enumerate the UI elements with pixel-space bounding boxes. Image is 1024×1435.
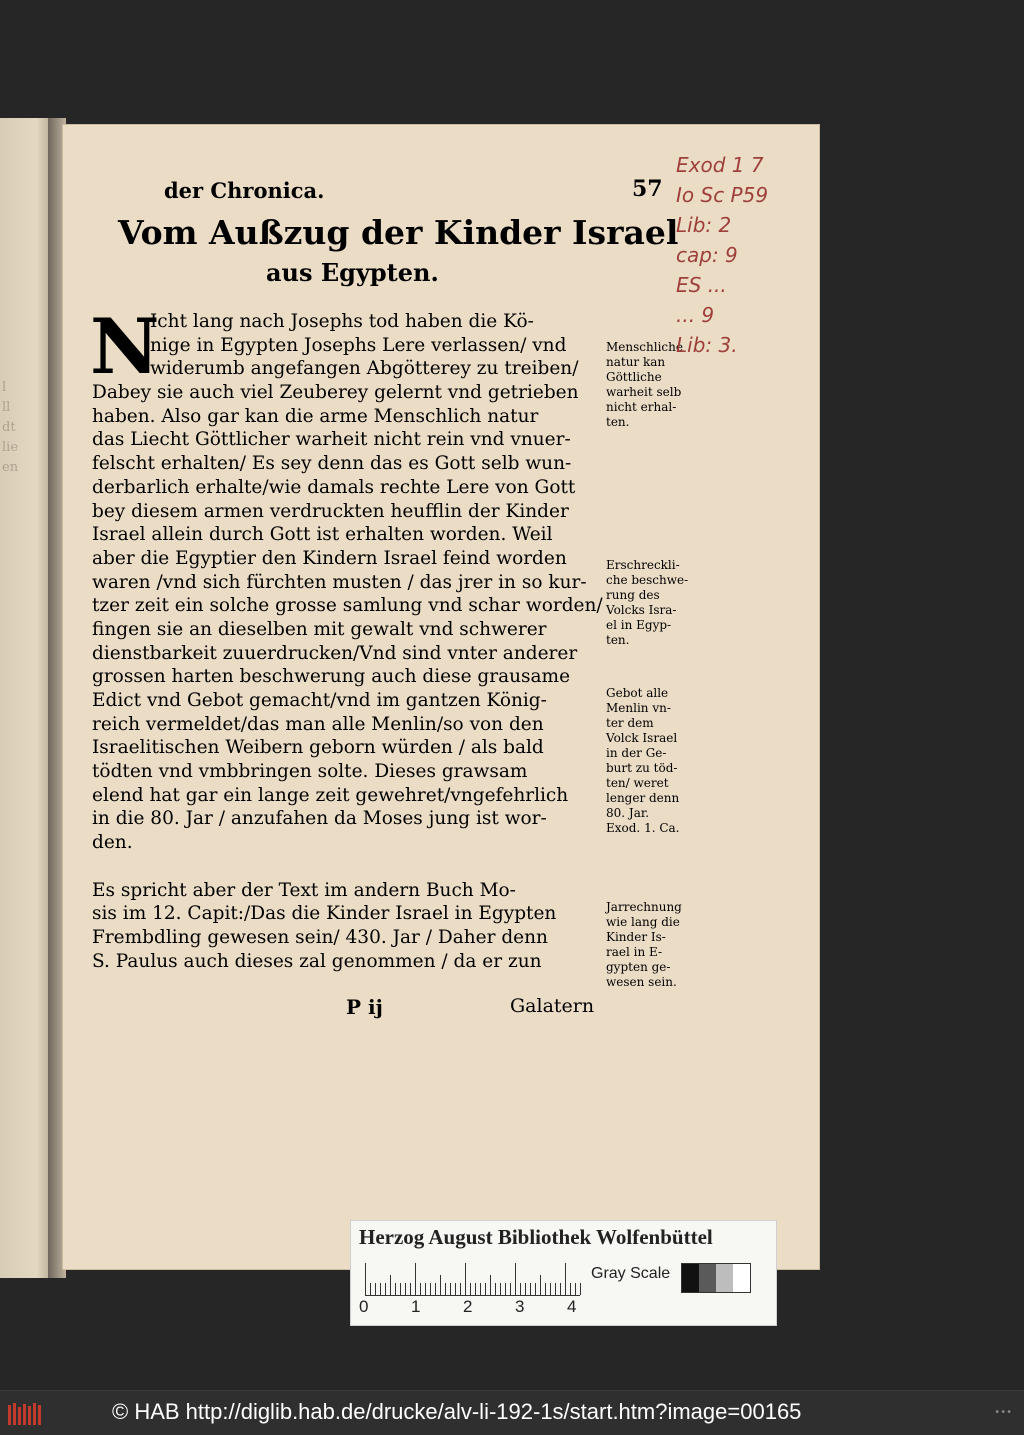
- chapter-subtitle: aus Egypten.: [266, 258, 439, 287]
- ruler-tick: [515, 1263, 516, 1295]
- signature-mark: P ij: [346, 995, 383, 1019]
- body-line: den.: [92, 832, 133, 854]
- gray-swatch: [733, 1264, 750, 1292]
- body-line: Icht lang nach Josephs tod haben die Kö-: [150, 311, 534, 332]
- body-line: elend hat gar ein lange zeit gewehret/vngefehrlich: [92, 784, 569, 806]
- body-text: [90, 302, 603, 973]
- margin-note-line: Kinder Is-: [606, 930, 666, 944]
- ruler-tick: [505, 1283, 506, 1295]
- ruler-tick: [410, 1283, 411, 1295]
- ruler-number: 3: [515, 1297, 525, 1316]
- ruler-tick: [580, 1283, 581, 1295]
- ruler-tick: [390, 1275, 391, 1295]
- body-line: Edict vnd Gebot gemacht/vnd im gantzen König-: [92, 690, 547, 711]
- ruler-tick: [440, 1275, 441, 1295]
- ruler-tick: [460, 1283, 461, 1295]
- body-line: nige in Egypten Josephs Lere verlassen/ vnd: [150, 334, 567, 356]
- body-line: felscht erhalten/ Es sey denn das es Gott selb wun-: [92, 453, 572, 475]
- handwriting-line: Io Sc P59: [676, 183, 769, 207]
- ruler-tick: [385, 1283, 386, 1295]
- body-line: aber die Egyptier den Kindern Israel feind worden: [92, 547, 567, 569]
- margin-note-line: Menlin vn-: [606, 701, 671, 715]
- margin-note-line: warheit selb: [606, 385, 682, 399]
- margin-note-line: 80. Jar.: [606, 806, 650, 820]
- margin-note-line: lenger denn: [606, 791, 680, 805]
- margin-note-line: natur kan: [606, 355, 666, 369]
- running-head: der Chronica.: [164, 178, 325, 203]
- handwriting-line: cap: 9: [676, 243, 738, 267]
- margin-note-line: wesen sein.: [606, 975, 677, 989]
- hab-logo-icon: [6, 1399, 46, 1429]
- chapter-title: Vom Außzug der Kinder Israel: [118, 213, 679, 252]
- ruler-tick: [370, 1283, 371, 1295]
- margin-note-line: Göttliche: [606, 370, 662, 384]
- margin-note-line: el in Egyp-: [606, 618, 672, 632]
- margin-note-line: gypten ge-: [606, 960, 671, 974]
- more-dots-icon[interactable]: •••: [994, 1407, 1012, 1418]
- ruler-tick: [495, 1283, 496, 1295]
- body-line: S. Paulus auch dieses zal genommen / da er zun: [92, 950, 542, 972]
- ruler-tick: [525, 1283, 526, 1295]
- ruler-tick: [510, 1283, 511, 1295]
- body-line: fingen sie an dieselben mit gewalt vnd schwerer: [92, 618, 547, 640]
- ruler-tick: [470, 1283, 471, 1295]
- margin-note-line: in der Ge-: [606, 746, 667, 760]
- margin-note-line: ter dem: [606, 716, 654, 730]
- margin-note-2: [606, 558, 710, 648]
- gray-scale-label: Gray Scale: [591, 1265, 671, 1282]
- copyright-url[interactable]: © HAB http://diglib.hab.de/drucke/alv-li-192-1s/start.htm?image=00165: [112, 1399, 802, 1424]
- margin-note-line: ten/ weret: [606, 776, 669, 790]
- body-line: grossen harten beschwerung auch diese grausame: [92, 666, 571, 688]
- body-line: derbarlich erhalte/wie damals rechte Lere von Gott: [92, 476, 576, 498]
- margin-note-line: che beschwe-: [606, 573, 689, 587]
- ruler-tick: [435, 1283, 436, 1295]
- body-line: sis im 12. Capit:/Das die Kinder Israel in Egypten: [92, 903, 557, 925]
- ruler-tick: [545, 1283, 546, 1295]
- handwriting-line: Lib: 2: [676, 213, 732, 237]
- handwriting-line: Exod 1 7: [676, 153, 764, 177]
- ruler-number: 2: [463, 1297, 473, 1316]
- ruler-tick: [480, 1283, 481, 1295]
- margin-note-line: Volck Israel: [606, 731, 678, 745]
- ruler-tick: [400, 1283, 401, 1295]
- ruler-tick: [415, 1263, 416, 1295]
- folio-number: 57: [632, 176, 663, 202]
- handwriting-line: ... 9: [676, 303, 715, 327]
- body-line: in die 80. Jar / anzufahen da Moses jung ist wor-: [92, 808, 547, 830]
- body-line: Dabey sie auch viel Zeuberey gelernt vnd getrieben: [92, 382, 579, 404]
- margin-note-line: Erschreckli-: [606, 558, 680, 572]
- ruler-tick: [465, 1263, 466, 1295]
- ruler-tick: [425, 1283, 426, 1295]
- margin-note-line: nicht erhal-: [606, 400, 677, 414]
- margin-note-4: [606, 900, 710, 990]
- left-page-ghost-text: l ll dt lie en: [2, 380, 19, 475]
- ruler-tick: [550, 1283, 551, 1295]
- margin-note-line: rung des: [606, 588, 660, 602]
- color-ruler-card: [350, 1220, 777, 1326]
- ruler-tick: [535, 1283, 536, 1295]
- body-line: reich vermeldet/das man alle Menlin/so von den: [92, 713, 544, 735]
- body-line: widerumb angefangen Abgötterey zu treiben/: [150, 358, 579, 380]
- ruler-tick: [395, 1283, 396, 1295]
- ruler-number: 1: [411, 1297, 421, 1316]
- margin-note-line: rael in E-: [606, 945, 663, 959]
- gray-scale-swatches: [681, 1263, 751, 1293]
- ruler-tick: [560, 1283, 561, 1295]
- body-line: haben. Also gar kan die arme Menschlich natur: [92, 405, 539, 427]
- margin-note-line: Jarrechnung: [606, 900, 682, 914]
- ruler-tick: [430, 1283, 431, 1295]
- footer-bar: [0, 1390, 1024, 1435]
- margin-note-line: Gebot alle: [606, 686, 669, 700]
- body-line: waren /vnd sich fürchten musten / das jrer in so kur-: [92, 571, 587, 593]
- gray-swatch: [682, 1264, 699, 1292]
- margin-note-line: wie lang die: [606, 915, 680, 929]
- body-line: [92, 855, 602, 879]
- library-name: Herzog August Bibliothek Wolfenbüttel: [359, 1225, 713, 1249]
- gray-swatch: [699, 1264, 716, 1292]
- handwriting-line: Lib: 3.: [676, 333, 738, 357]
- margin-note-line: Menschliche: [606, 340, 683, 354]
- ruler-number: 4: [567, 1297, 577, 1316]
- ruler-tick: [455, 1283, 456, 1295]
- left-page-edge: [0, 118, 52, 1278]
- catchword: Galatern: [510, 995, 595, 1017]
- ruler-tick: [420, 1283, 421, 1295]
- margin-note-3: [606, 686, 710, 836]
- handwritten-annotation: [676, 150, 826, 360]
- margin-note-line: ten.: [606, 633, 630, 647]
- body-line: dienstbarkeit zuuerdrucken/Vnd sind vnter anderer: [92, 642, 578, 664]
- body-line: Frembdling gewesen sein/ 430. Jar / Daher denn: [92, 926, 548, 948]
- ruler-tick: [530, 1283, 531, 1295]
- ruler-tick: [450, 1283, 451, 1295]
- handwriting-line: ES ...: [676, 273, 727, 297]
- ruler-scale: [365, 1261, 580, 1296]
- body-line: Israelitischen Weibern geborn würden / als bald: [92, 737, 544, 759]
- body-line: bey diesem armen verdruckten heufflin der Kinder: [92, 500, 569, 522]
- margin-note-line: Volcks Isra-: [606, 603, 677, 617]
- body-line: das Liecht Göttlicher warheit nicht rein vnd vnuer-: [92, 429, 571, 451]
- margin-note-line: burt zu töd-: [606, 761, 678, 775]
- body-line: Es spricht aber der Text im andern Buch Mo-: [92, 879, 516, 901]
- ruler-tick: [555, 1283, 556, 1295]
- ruler-tick: [380, 1283, 381, 1295]
- body-line: tzer zeit ein solche grosse samlung vnd schar worden/: [92, 595, 603, 617]
- margin-note-line: Exod. 1. Ca.: [606, 821, 680, 835]
- ruler-tick: [485, 1283, 486, 1295]
- ruler-tick: [575, 1283, 576, 1295]
- ruler-tick: [375, 1283, 376, 1295]
- ruler-number: 0: [359, 1297, 369, 1316]
- ruler-tick: [565, 1263, 566, 1295]
- ruler-tick: [365, 1263, 366, 1295]
- ruler-tick: [490, 1275, 491, 1295]
- body-line: tödten vnd vmbbringen solte. Dieses grawsam: [92, 761, 528, 783]
- ruler-tick: [445, 1283, 446, 1295]
- ruler-tick: [520, 1283, 521, 1295]
- ruler-tick: [540, 1275, 541, 1295]
- gray-swatch: [716, 1264, 733, 1292]
- ruler-tick: [475, 1283, 476, 1295]
- ruler-tick: [405, 1283, 406, 1295]
- ruler-tick: [500, 1283, 501, 1295]
- ruler-tick: [570, 1283, 571, 1295]
- decorated-initial: N: [90, 302, 160, 391]
- body-line: Israel allein durch Gott ist erhalten worden. Weil: [92, 524, 553, 546]
- margin-note-line: ten.: [606, 415, 630, 429]
